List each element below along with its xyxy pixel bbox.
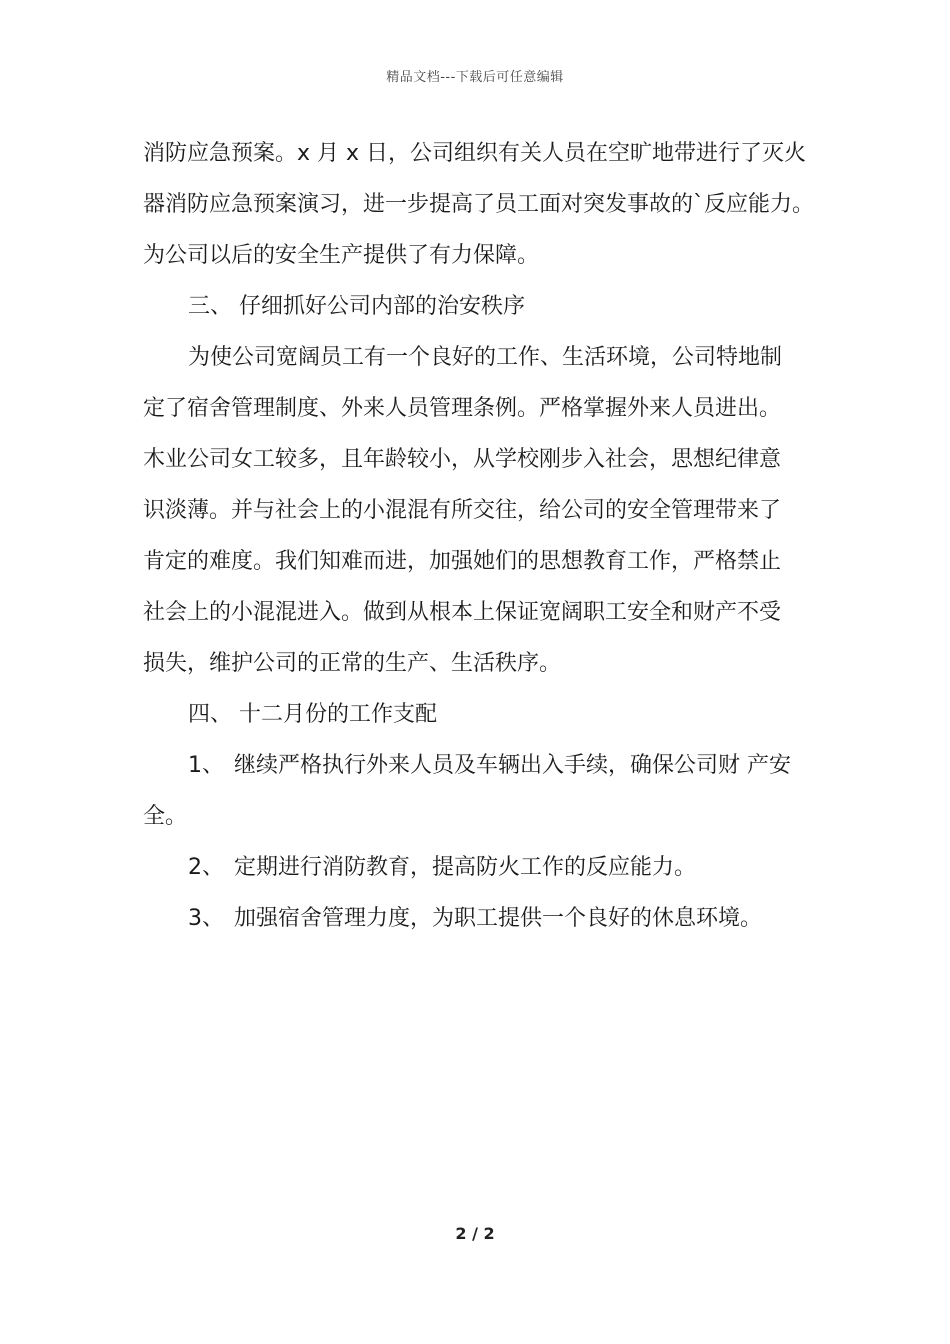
paragraph-line: 识淡薄。并与社会上的小混混有所交往，给公司的安全管理带来了 (143, 498, 782, 523)
section-heading: 三、 仔细抓好公司内部的治安秩序 (188, 294, 525, 319)
list-item-number: 2、 (188, 855, 224, 880)
paragraph-line: 为公司以后的安全生产提供了有力保障。 (143, 243, 540, 268)
page-header: 精品文档---下载后可任意编辑 (386, 70, 564, 85)
paragraph-line: 木业公司女工较多，且年龄较小，从学校刚步入社会，思想纪律意 (143, 447, 782, 472)
list-item-text: 定期进行消防教育，提高防火工作的反应能力。 (234, 855, 697, 880)
paragraph-line: 消防应急预案。x 月 x 日，公司组织有关人员在空旷地带进行了灭火 (143, 141, 807, 166)
paragraph-line: 肯定的难度。我们知难而进，加强她们的思想教育工作，严格禁止 (143, 549, 782, 574)
page-number: 2 / 2 (455, 1224, 495, 1243)
list-item-number: 1、 (188, 753, 224, 778)
paragraph-line: 社会上的小混混进入。做到从根本上保证宽阔职工安全和财产不受 (143, 600, 782, 625)
document-body (143, 128, 815, 944)
paragraph-line: 损失，维护公司的正常的生产、生活秩序。 (143, 651, 562, 676)
list-item-text: 继续严格执行外来人员及车辆出入手续，确保公司财 产安 (234, 753, 791, 778)
paragraph-line: 定了宿舍管理制度、外来人员管理条例。严格掌握外来人员进出。 (143, 396, 782, 421)
section-heading: 四、 十二月份的工作支配 (188, 702, 437, 727)
paragraph-line: 器消防应急预案演习，进一步提高了员工面对突发事故的`反应能力。 (143, 192, 815, 217)
list-item (143, 740, 815, 791)
list-item (143, 842, 815, 893)
list-item-number: 3、 (188, 906, 224, 931)
list-item (143, 893, 815, 944)
list-item-text: 加强宿舍管理力度，为职工提供一个良好的休息环境。 (234, 906, 763, 931)
list-item-continuation: 全。 (143, 804, 188, 829)
paragraph-line: 为使公司宽阔员工有一个良好的工作、生活环境，公司特地制 (188, 345, 783, 370)
